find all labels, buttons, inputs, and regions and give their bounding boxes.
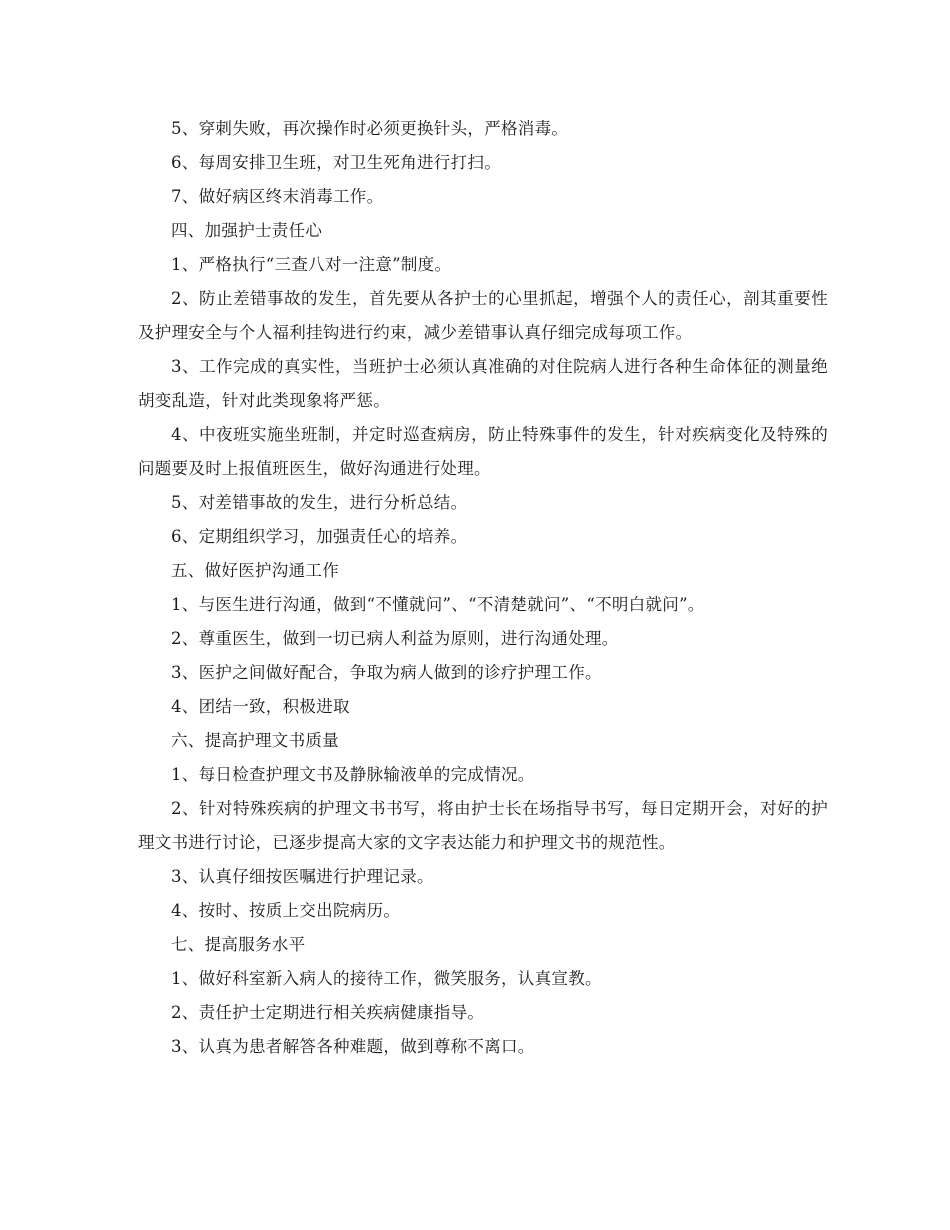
paragraph: 5、穿刺失败，再次操作时必须更换针头，严格消毒。	[171, 119, 569, 138]
paragraph: 4、团结一致，积极进取	[171, 697, 350, 716]
paragraph: 1、严格执行“三查八对一注意”制度。	[171, 255, 452, 274]
section-heading: 六、提高护理文书质量	[171, 731, 339, 750]
paragraph: 4、中夜班实施坐班制，并定时巡查病房，防止特殊事件的发生，针对疾病变化及特殊的问题要及时上报值班医生，做好沟通进行处理。	[138, 425, 828, 478]
paragraph: 7、做好病区终末消毒工作。	[171, 187, 384, 206]
paragraph: 1、做好科室新入病人的接待工作，微笑服务，认真宣教。	[171, 969, 602, 988]
paragraph: 1、与医生进行沟通，做到“不懂就问”、“不清楚就问”、“不明白就问”。	[171, 595, 705, 614]
paragraph: 3、认真为患者解答各种难题，做到尊称不离口。	[171, 1037, 535, 1056]
section-heading: 四、加强护士责任心	[171, 221, 323, 240]
paragraph: 4、按时、按质上交出院病历。	[171, 901, 401, 920]
paragraph: 3、认真仔细按医嘱进行护理记录。	[171, 867, 434, 886]
paragraph: 6、每周安排卫生班，对卫生死角进行打扫。	[171, 153, 501, 172]
section-heading: 五、做好医护沟通工作	[171, 561, 339, 580]
paragraph: 2、责任护士定期进行相关疾病健康指导。	[171, 1003, 485, 1022]
paragraph: 3、医护之间做好配合，争取为病人做到的诊疗护理工作。	[171, 663, 602, 682]
section-heading: 七、提高服务水平	[171, 935, 306, 954]
paragraph: 6、定期组织学习，加强责任心的培养。	[171, 527, 468, 546]
paragraph: 1、每日检查护理文书及静脉输液单的完成情况。	[171, 765, 535, 784]
paragraph: 2、防止差错事故的发生，首先要从各护士的心里抓起，增强个人的责任心，剖其重要性及护理安全与个人福利挂钩进行约束，减少差错事认真仔细完成每项工作。	[138, 289, 828, 342]
paragraph: 3、工作完成的真实性，当班护士必须认真准确的对住院病人进行各种生命体征的测量绝胡变乱造，针对此类现象将严惩。	[138, 357, 828, 410]
paragraph: 2、针对特殊疾病的护理文书书写，将由护士长在场指导书写，每日定期开会，对好的护理文书进行讨论，已逐步提高大家的文字表达能力和护理文书的规范性。	[138, 799, 828, 852]
document-body	[138, 112, 828, 1064]
paragraph: 5、对差错事故的发生，进行分析总结。	[171, 493, 468, 512]
paragraph: 2、尊重医生，做到一切已病人利益为原则，进行沟通处理。	[171, 629, 619, 648]
